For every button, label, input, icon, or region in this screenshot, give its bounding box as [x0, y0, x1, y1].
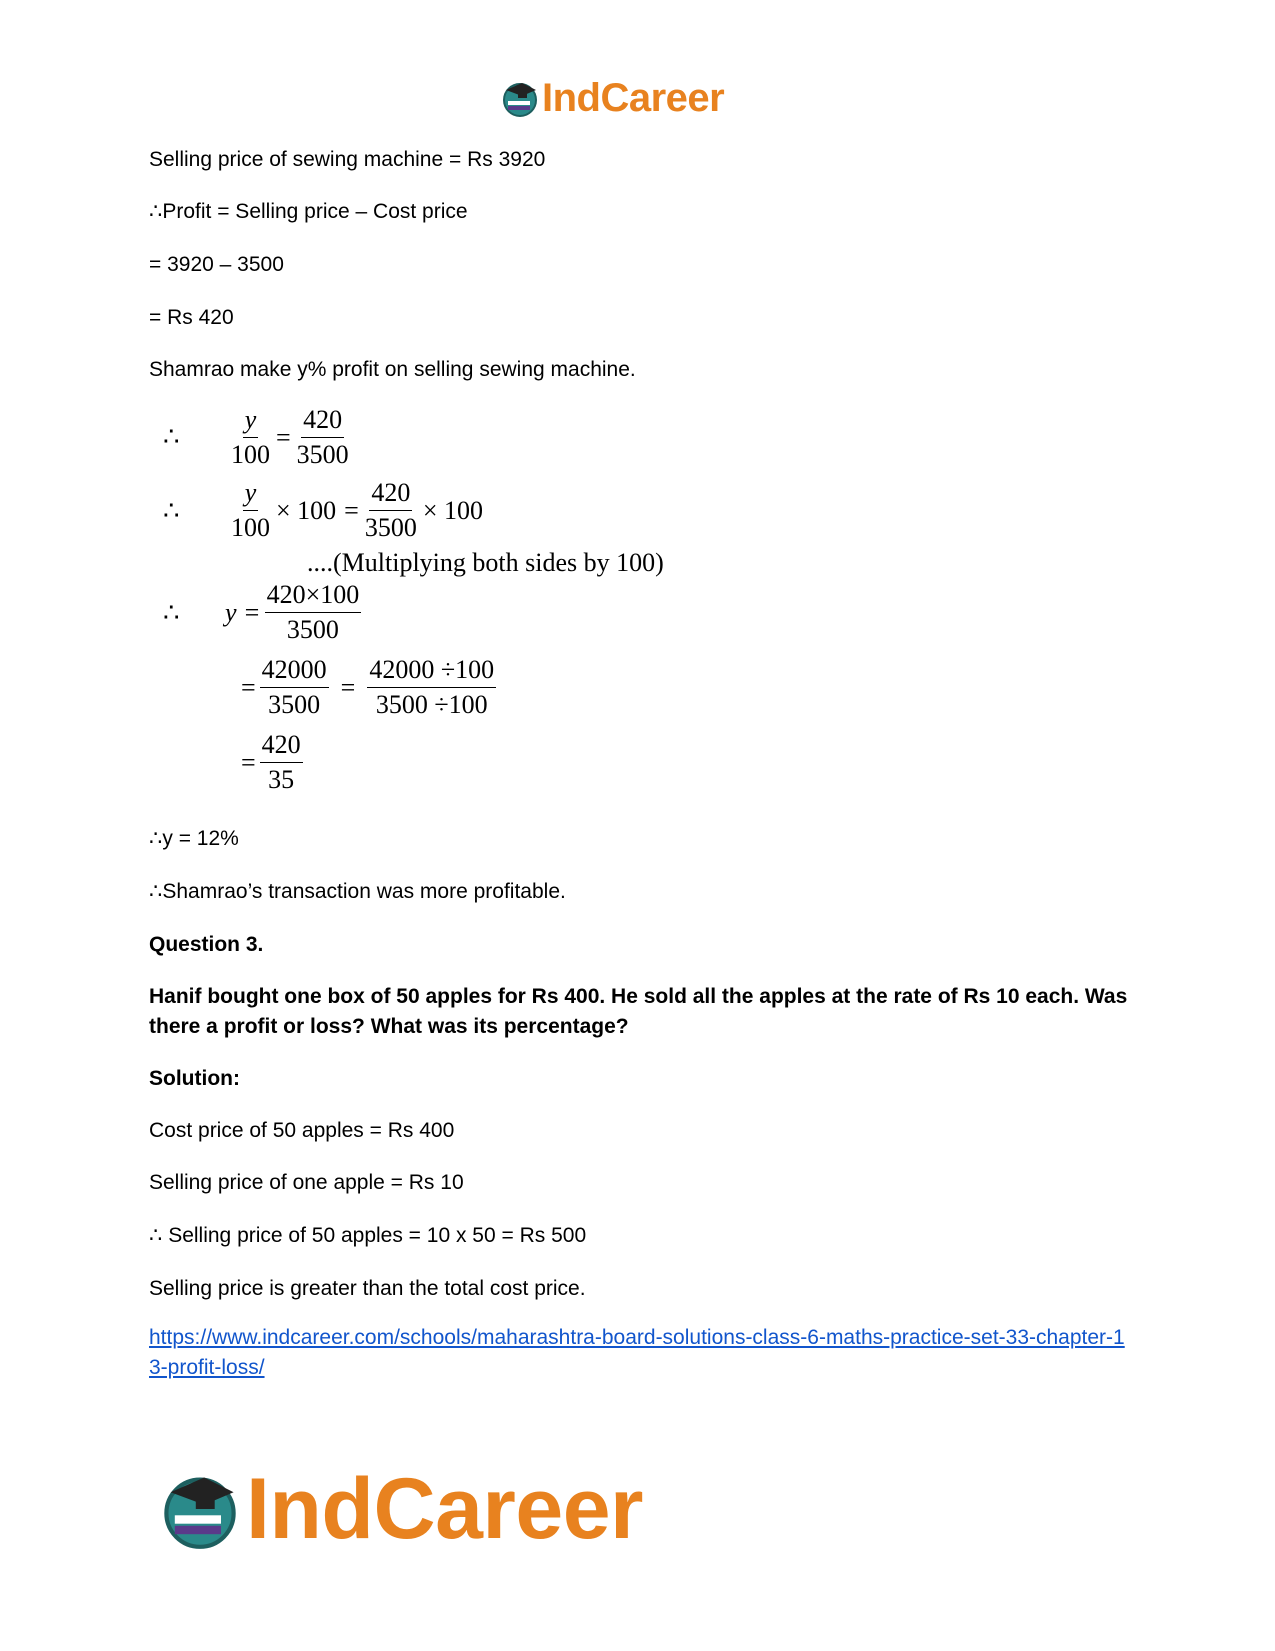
- indcareer-logo-bottom: [158, 1461, 643, 1557]
- logo-wordmark: IndCareer: [542, 76, 725, 120]
- globe-cap-icon: [500, 78, 540, 118]
- source-link[interactable]: https://www.indcareer.com/schools/maharashtra-board-solutions-class-6-maths-practice-set-33-chapter-13-profit-loss/: [149, 1326, 1125, 1379]
- equation-row-1: $\frac{y}{100}$ = $\frac{420}{3500}$: [231, 405, 349, 469]
- text-line: ∴ Selling price of 50 apples = 10 x 50 = Rs 500: [149, 1224, 587, 1247]
- equation-row-4: = $\frac{42000}{3500}$ = $\frac{42000 \div 100}{3500 \div 100}$: [241, 655, 495, 719]
- text-line: = 3920 – 3500: [149, 253, 284, 276]
- indcareer-logo-top: [500, 78, 724, 118]
- text-line: = Rs 420: [149, 306, 234, 329]
- text-line: Cost price of 50 apples = Rs 400: [149, 1119, 455, 1142]
- equation-row-3: y = $\frac{420\times 100}{3500}$: [225, 580, 360, 644]
- text-line: ∴y = 12%: [149, 827, 239, 850]
- text-line: Selling price of sewing machine = Rs 3920: [149, 148, 546, 171]
- question-title: Question 3.: [149, 933, 264, 956]
- therefore-symbol: ∴: [163, 598, 180, 627]
- equation-row-2: $\frac{y}{100}$ × 100 = $\frac{420}{3500}$ × 100: [231, 478, 484, 542]
- globe-cap-icon: [158, 1467, 242, 1551]
- text-line: ∴Profit = Selling price – Cost price: [149, 200, 468, 223]
- therefore-symbol: ∴: [163, 422, 180, 451]
- question-text: Hanif bought one box of 50 apples for Rs 400. He sold all the apples at the rate of Rs 10 each. Was there a profit or loss? What was its percentage?: [149, 985, 1128, 1038]
- math-note: ....(Multiplying both sides by 100): [307, 548, 664, 577]
- text-line: Selling price is greater than the total cost price.: [149, 1277, 586, 1300]
- therefore-symbol: ∴: [163, 496, 180, 525]
- solution-heading: Solution:: [149, 1067, 240, 1090]
- text-line: Selling price of one apple = Rs 10: [149, 1171, 464, 1194]
- text-line: ∴Shamrao’s transaction was more profitable.: [149, 880, 566, 903]
- text-line: Shamrao make y% profit on selling sewing machine.: [149, 358, 636, 381]
- equation-row-5: = $\frac{420}{35}$: [241, 730, 301, 794]
- logo-wordmark: IndCareer: [246, 1461, 643, 1557]
